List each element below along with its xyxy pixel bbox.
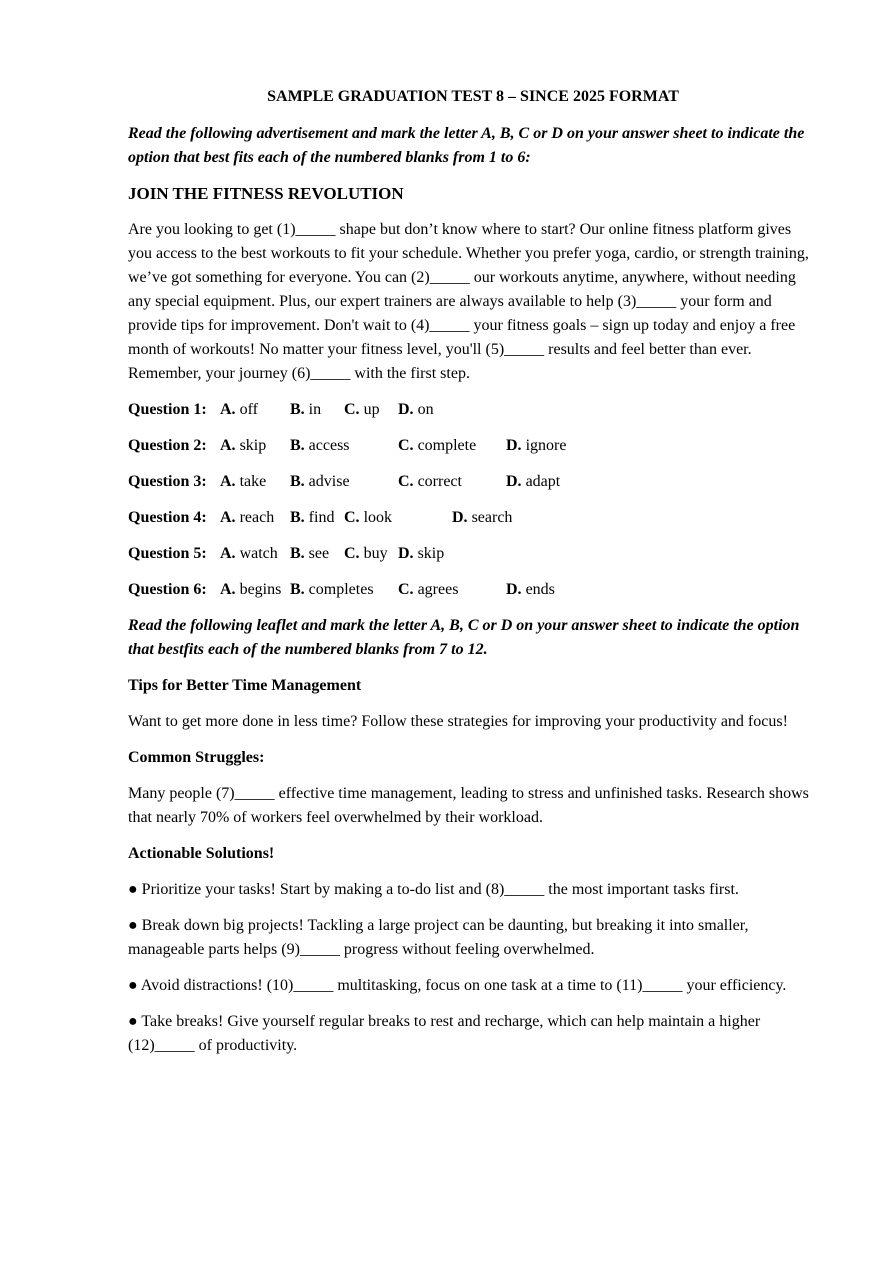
page-title: SAMPLE GRADUATION TEST 8 – SINCE 2025 FORMAT [267,88,679,105]
option-c: up [363,401,380,418]
option-b: find [308,509,335,526]
option-c: look [363,509,393,526]
option-d: on [417,401,434,418]
document-page [128,86,818,1070]
question-row-1: Question 1: A. off B. in C. up D. on [128,398,818,422]
option-a: begins [239,581,282,598]
option-d: skip [417,545,445,562]
section1-instruction: Read the following advertisement and mark the letter A, B, C or D on your answer sheet to indicate the option that best fits each of the numbered blanks from 1 to 6: [128,125,805,166]
question-row-5: Question 5: A. watch B. see C. buy D. skip [128,542,818,566]
option-c: complete [417,437,477,454]
option-d: adapt [525,473,561,490]
option-c: correct [417,473,462,490]
option-b: in [308,401,322,418]
bullet-item: ● Prioritize your tasks! Start by making a to-do list and (8)_____ the most important tasks first. [128,881,739,898]
leaflet-intro: Want to get more done in less time? Follow these strategies for improving your productivity and focus! [128,713,788,730]
option-c: buy [363,545,388,562]
option-a: watch [239,545,278,562]
option-b: see [308,545,330,562]
advertisement-heading: JOIN THE FITNESS REVOLUTION [128,184,404,203]
option-c: agrees [417,581,459,598]
question-label: Question 2: [128,437,207,454]
option-a: off [239,401,258,418]
question-row-3: Question 3: A. take B. advise C. correct D. adapt [128,470,818,494]
section2-instruction: Read the following leaflet and mark the letter A, B, C or D on your answer sheet to indicate the option that bestfits each of the numbered blanks from 7 to 12. [128,617,800,658]
bullet-item: ● Break down big projects! Tackling a large project can be daunting, but breaking it into smaller, manageable parts helps (9)_____ progress without feeling overwhelmed. [128,917,749,958]
solutions-heading: Actionable Solutions! [128,845,275,862]
option-b: advise [308,473,350,490]
bullet-item: ● Take breaks! Give yourself regular breaks to rest and recharge, which can help maintain a higher (12)_____ of productivity. [128,1013,761,1054]
option-b: completes [308,581,374,598]
advertisement-passage: Are you looking to get (1)_____ shape but don’t know where to start? Our online fitness platform gives you access to the best workouts to fit your schedule. Whether you prefer yoga, cardio, or strength training, we’ve got something for everyone. You can (2)_____ our workouts anytime, anywhere, without needing any special equipment. Plus, our expert trainers are always available to help (3)_____ your form and provide tips for improvement. Don't wait to (4)_____ your fitness goals – sign up today and enjoy a free month of workouts! No matter your fitness level, you'll (5)_____ results and feel better than ever. Remember, your journey (6)_____ with the first step. [128,221,809,382]
question-label: Question 4: [128,509,207,526]
option-d: ends [525,581,555,598]
leaflet-heading: Tips for Better Time Management [128,677,362,694]
question-row-4: Question 4: A. reach B. find C. look D. search [128,506,818,530]
option-d: ignore [525,437,567,454]
option-a: skip [239,437,267,454]
struggles-text: Many people (7)_____ effective time management, leading to stress and unfinished tasks. Research shows that nearly 70% of workers feel overwhelmed by their workload. [128,785,809,826]
option-a: take [239,473,267,490]
question-row-2: Question 2: A. skip B. access C. complete D. ignore [128,434,818,458]
option-d: search [471,509,513,526]
question-label: Question 3: [128,473,207,490]
struggles-heading: Common Struggles: [128,749,265,766]
question-row-6: Question 6: A. begins B. completes C. agrees D. ends [128,578,818,602]
question-label: Question 5: [128,545,207,562]
bullet-item: ● Avoid distractions! (10)_____ multitasking, focus on one task at a time to (11)_____ your efficiency. [128,977,787,994]
question-label: Question 6: [128,581,207,598]
option-b: access [308,437,350,454]
option-a: reach [239,509,275,526]
question-label: Question 1: [128,401,207,418]
